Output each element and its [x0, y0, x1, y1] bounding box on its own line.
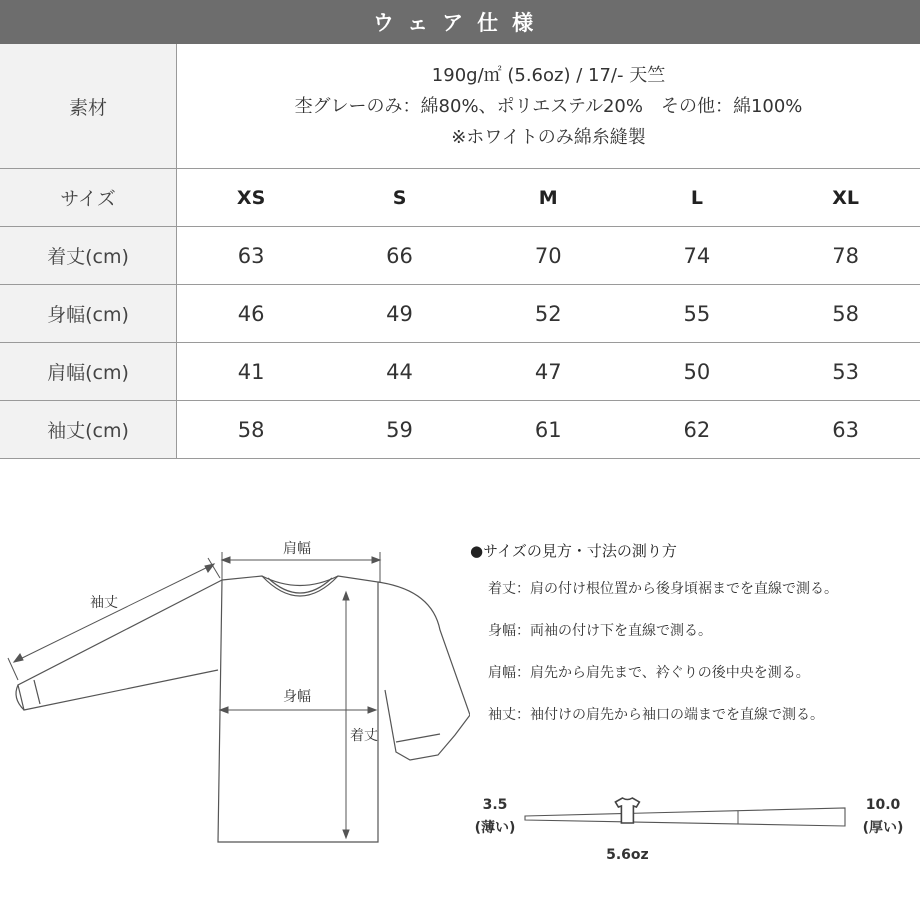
- diagram-label-length: 着丈: [350, 728, 378, 744]
- size-label: サイズ: [0, 169, 177, 227]
- table-cell: 59: [325, 401, 474, 459]
- spec-table: [0, 44, 920, 459]
- table-cell: 74: [623, 227, 772, 285]
- table-cell: 47: [474, 343, 623, 401]
- table-cell: 46: [177, 285, 326, 343]
- list-item: 袖丈：袖付けの肩先から袖口の端までを直線で測る。: [488, 707, 824, 723]
- list-item: 着丈：肩の付け根位置から後身頃裾までを直線で測る。: [488, 581, 838, 597]
- thickness-max-value: 10.0: [865, 797, 901, 813]
- table-cell: 52: [474, 285, 623, 343]
- size-m: M: [474, 169, 623, 227]
- sleeve-arrow-line: [14, 564, 214, 662]
- size-xs: XS: [177, 169, 326, 227]
- row-label-body-width: 身幅(cm): [0, 285, 177, 343]
- thickness-current-value: 5.6oz: [606, 847, 649, 863]
- diagram-label-shoulder: 肩幅: [283, 541, 311, 557]
- table-cell: 41: [177, 343, 326, 401]
- guide-desc: 肩先から肩先まで、衿ぐりの後中央を測る。: [530, 665, 810, 681]
- material-description: [177, 44, 920, 169]
- body-width-arrow-head-left: [220, 707, 228, 713]
- size-xl: XL: [771, 169, 920, 227]
- diagram-label-sleeve: 袖丈: [90, 595, 118, 611]
- material-line-composition: 杢グレーのみ：綿80%、ポリエステル20% その他：綿100%: [294, 95, 803, 117]
- material-row: [0, 44, 920, 169]
- guide-desc: 両袖の付け下を直線で測る。: [530, 623, 712, 639]
- right-cuff: [396, 734, 440, 742]
- thickness-wedge: [470, 795, 920, 855]
- sleeve-arrow-head-bottom: [14, 654, 23, 662]
- size-header-row: [0, 169, 920, 227]
- guide-term: 着丈: [488, 581, 516, 597]
- material-label: 素材: [0, 44, 177, 169]
- diagram-label-body-width: 身幅: [283, 689, 311, 705]
- row-label-shoulder: 肩幅(cm): [0, 343, 177, 401]
- thickness-wedge-shape: [525, 808, 845, 826]
- sleeve-arrow-head-top: [205, 564, 214, 572]
- length-arrow-head-top: [343, 592, 349, 600]
- table-cell: 53: [771, 343, 920, 401]
- table-cell: 50: [623, 343, 772, 401]
- shoulder-arrow-head-left: [222, 557, 230, 563]
- shoulder-arrow-head-right: [372, 557, 380, 563]
- thickness-min-value: 3.5: [482, 797, 508, 813]
- size-s: S: [325, 169, 474, 227]
- guide-term: 肩幅: [488, 665, 516, 681]
- long-sleeve-shirt-illustration: [0, 520, 470, 860]
- row-label-length: 着丈(cm): [0, 227, 177, 285]
- left-cuff-band: [34, 680, 40, 704]
- table-row: [0, 401, 920, 459]
- list-item: 肩幅：肩先から肩先まで、衿ぐりの後中央を測る。: [488, 665, 810, 681]
- measurement-guide: [470, 540, 920, 747]
- table-cell: 55: [623, 285, 772, 343]
- table-cell: 58: [771, 285, 920, 343]
- list-item: 身幅：両袖の付け下を直線で測る。: [488, 623, 712, 639]
- right-sleeve-outline: [378, 582, 470, 760]
- guide-term: 身幅: [488, 623, 516, 639]
- shirt-body-outline: [218, 576, 378, 842]
- table-cell: 62: [623, 401, 772, 459]
- table-cell: 63: [771, 401, 920, 459]
- material-line-note: ※ホワイトのみ綿糸縫製: [451, 126, 646, 148]
- table-cell: 78: [771, 227, 920, 285]
- thickness-min-label: (薄い): [474, 820, 516, 836]
- table-cell: 66: [325, 227, 474, 285]
- table-cell: 49: [325, 285, 474, 343]
- thickness-max-label: (厚い): [862, 820, 904, 836]
- table-cell: 58: [177, 401, 326, 459]
- table-cell: 70: [474, 227, 623, 285]
- table-row: [0, 343, 920, 401]
- table-cell: 44: [325, 343, 474, 401]
- table-row: [0, 227, 920, 285]
- thickness-scale: [470, 795, 920, 875]
- table-cell: 61: [474, 401, 623, 459]
- table-cell: 63: [177, 227, 326, 285]
- guide-desc: 肩の付け根位置から後身頃裾までを直線で測る。: [530, 581, 838, 597]
- row-label-sleeve: 袖丈(cm): [0, 401, 177, 459]
- table-row: [0, 285, 920, 343]
- material-line-weight: 190g/㎡ (5.6oz) / 17/- 天竺: [431, 64, 666, 86]
- shirt-diagram: [0, 520, 470, 860]
- guide-heading: ●サイズの見方・寸法の測り方: [470, 542, 677, 560]
- guide-term: 袖丈: [488, 707, 516, 723]
- size-l: L: [623, 169, 772, 227]
- guide-desc: 袖付けの肩先から袖口の端までを直線で測る。: [530, 707, 824, 723]
- section-title: ウェア仕様: [0, 0, 920, 44]
- length-arrow-head-bottom: [343, 830, 349, 838]
- body-width-arrow-head-right: [368, 707, 376, 713]
